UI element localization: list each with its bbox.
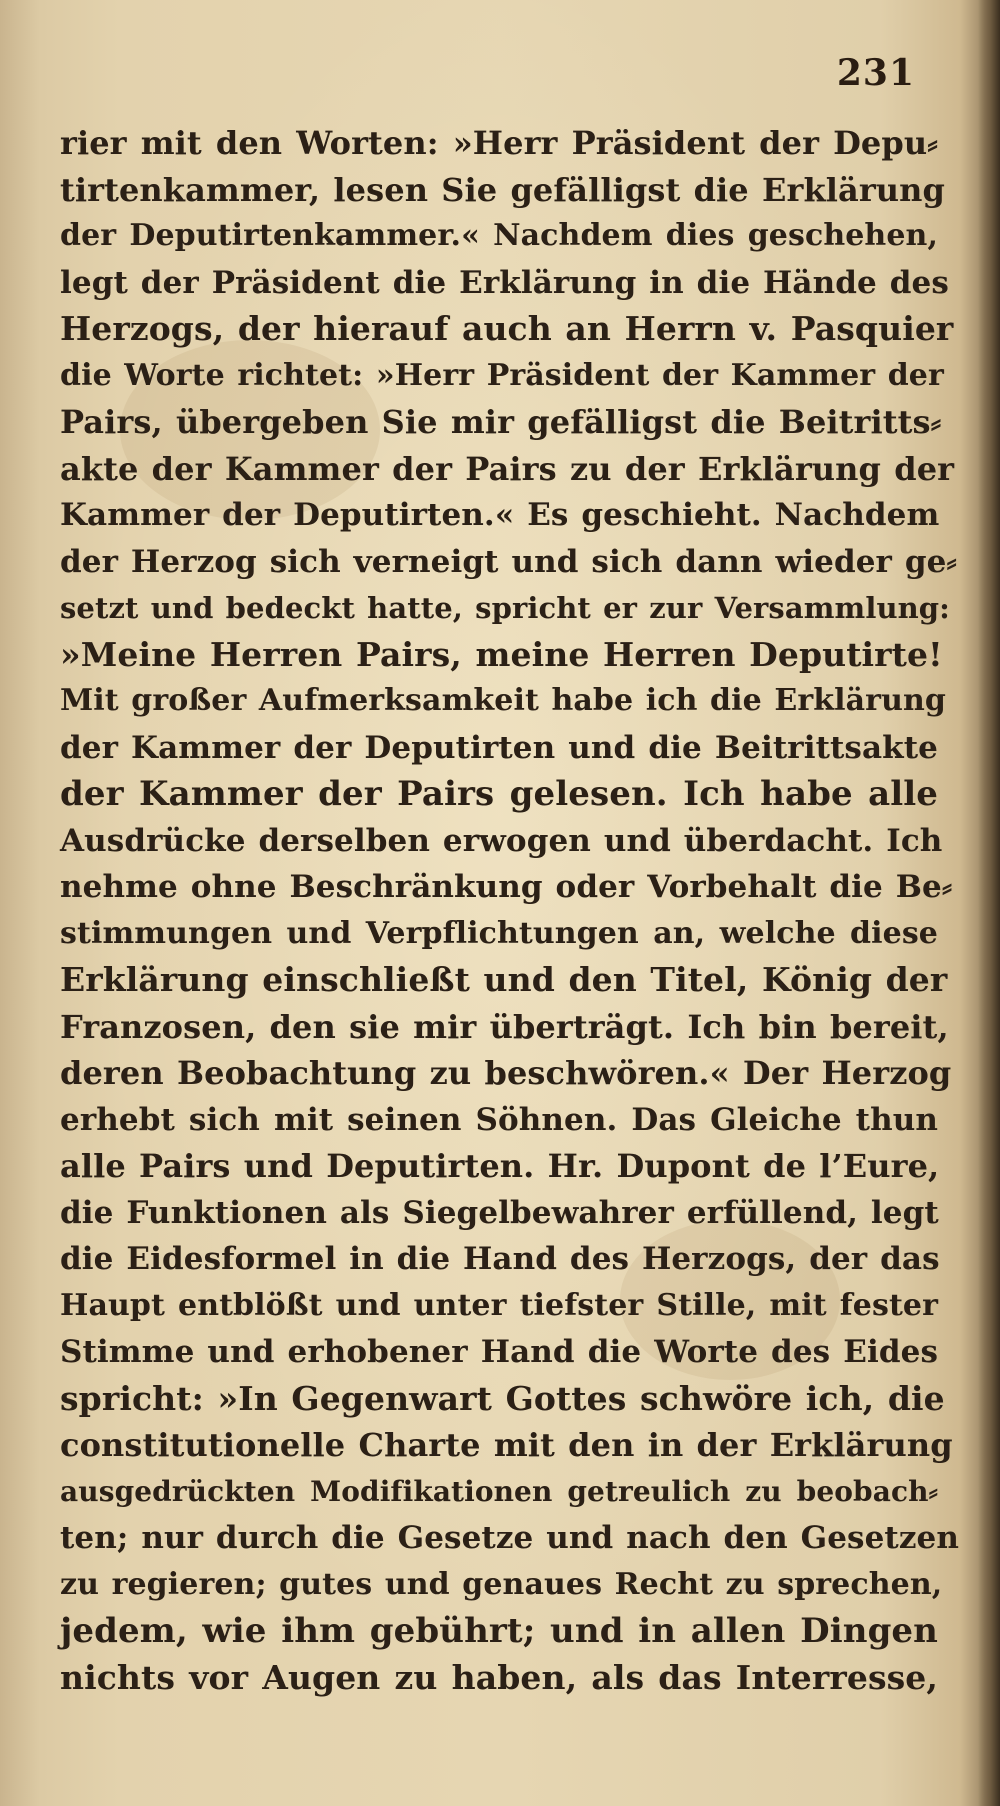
text-line: Ausdrücke derselben erwogen und überdacht. Ich	[60, 822, 943, 859]
page-edge-shadow	[978, 0, 1000, 1806]
text-line: erhebt sich mit seinen Söhnen. Das Gleiche thun	[60, 1101, 938, 1138]
text-line: setzt und bedeckt hatte, spricht er zur Versammlung:	[60, 591, 950, 625]
text-line: die Eidesformel in die Hand des Herzogs, der das	[60, 1241, 940, 1277]
text-line: zu regieren; gutes und genaues Recht zu sprechen,	[60, 1566, 943, 1602]
text-line: Herzogs, der hierauf auch an Herrn v. Pasquier	[60, 309, 954, 348]
text-line: stimmungen und Verpflichtungen an, welche diese	[60, 915, 938, 951]
text-line: der Herzog sich verneigt und sich dann wieder ge⸗	[60, 543, 957, 580]
text-line: alle Pairs und Deputirten. Hr. Dupont de l’Eure,	[60, 1147, 940, 1185]
text-line: der Kammer der Pairs gelesen. Ich habe alle	[60, 774, 938, 814]
text-line: Kammer der Deputirten.« Es geschieht. Nachdem	[60, 497, 940, 533]
text-line: Pairs, übergeben Sie mir gefälligst die Beitritts⸗	[60, 403, 942, 441]
text-line: jedem, wie ihm gebührt; und in allen Dingen	[60, 1611, 938, 1651]
text-line: ten; nur durch die Gesetze und nach den Gesetzen	[60, 1520, 960, 1556]
text-line: der Kammer der Deputirten und die Beitrittsakte	[60, 729, 938, 766]
text-line: Erklärung einschließt und den Titel, König der	[60, 960, 948, 999]
text-line: Haupt entblößt und unter tiefster Stille, mit fester	[60, 1287, 938, 1323]
body-text	[60, 120, 960, 1701]
text-line: Mit großer Aufmerksamkeit habe ich die Erklärung	[60, 683, 946, 718]
text-line: Franzosen, den sie mir überträgt. Ich bin bereit,	[60, 1007, 949, 1046]
text-line: Stimme und erhobener Hand die Worte des Eides	[60, 1334, 938, 1370]
text-line: constitutionelle Charte mit den in der Erklärung	[60, 1426, 953, 1464]
text-line: spricht: »In Gegenwart Gottes schwöre ich, die	[60, 1378, 945, 1418]
text-line: nehme ohne Beschränkung oder Vorbehalt die Be⸗	[60, 869, 953, 905]
text-line: nichts vor Augen zu haben, als das Interresse,	[60, 1657, 938, 1697]
text-line: akte der Kammer der Pairs zu der Erklärung der	[60, 449, 955, 488]
text-line: »Meine Herren Pairs, meine Herren Deputirte!	[60, 634, 943, 674]
text-line: deren Beobachtung zu beschwören.« Der Herzog	[60, 1054, 952, 1092]
text-line: ausgedrückten Modifikationen getreulich zu beobach⸗	[60, 1474, 938, 1508]
text-line: der Deputirtenkammer.« Nachdem dies geschehen,	[60, 218, 938, 253]
text-line: rier mit den Worten: »Herr Präsident der Depu⸗	[60, 124, 938, 162]
text-line: die Worte richtet: »Herr Präsident der Kammer der	[60, 357, 944, 393]
page-number: 231	[836, 52, 915, 94]
text-line: tirtenkammer, lesen Sie gefälligst die Erklärung	[60, 170, 945, 209]
text-line: die Funktionen als Siegelbewahrer erfüllend, legt	[60, 1194, 939, 1231]
text-line: legt der Präsident die Erklärung in die Hände des	[60, 264, 949, 301]
